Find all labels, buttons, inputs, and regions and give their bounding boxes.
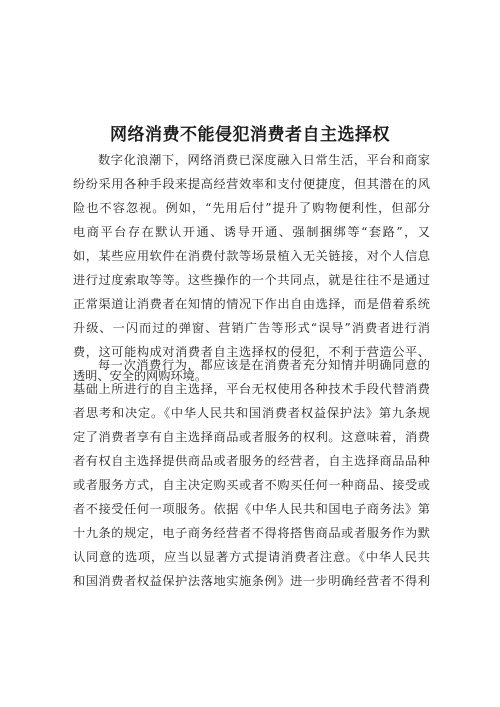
text-line: 如，某些应用软件在消费付款等场景植入无关链接，对个人信息 — [73, 249, 430, 263]
text-line: 正常渠道让消费者在知情的情况下作出自由选择，而是借着系统 — [73, 297, 430, 311]
text-line: 进行过度索取等等。这些操作的一个共同点，就是往往不是通过 — [73, 273, 430, 287]
text-line: 十九条的规定，电子商务经营者不得将搭售商品或者服务作为默 — [73, 526, 430, 540]
text-line: 费，这可能构成对消费者自主选择权的侵犯，不利于营造公平、 — [73, 345, 430, 359]
text-line: 或者服务方式，自主决定购买或者不购买任何一种商品、接受或 — [73, 478, 430, 492]
text-line: 升级、一闪而过的弹窗、营销广告等形式“误导”消费者进行消 — [73, 321, 430, 335]
text-line: 电商平台存在默认开通、诱导开通、强制捆绑等“套路”，又 — [73, 225, 430, 239]
text-line: 和国消费者权益保护法落地实施条例》进一步明确经营者不得利 — [73, 574, 430, 588]
text-line: 透明、安全的网购环境。 — [73, 369, 208, 383]
paragraph-2 — [73, 353, 430, 593]
text-line: 纷纷采用各种手段来提高经营效率和支付便捷度，但其潜在的风 — [73, 177, 430, 191]
article-title: 网络消费不能侵犯消费者自主选择权 — [110, 125, 390, 145]
text-line: 者不接受任何一项服务。依据《中华人民共和国电子商务法》第 — [73, 502, 430, 516]
text-line: 定了消费者享有自主选择商品或者服务的权利。这意味着，消费 — [73, 430, 430, 444]
paragraph-1 — [73, 148, 430, 388]
text-line: 基础上所进行的自主选择，平台无权使用各种技术手段代替消费 — [73, 382, 430, 396]
text-line: 者有权自主选择提供商品或者服务的经营者，自主选择商品品种 — [73, 454, 430, 468]
text-line: 认同意的选项，应当以显著方式提请消费者注意。《中华人民共 — [73, 550, 430, 564]
text-line: 数字化浪潮下，网络消费已深度融入日常生活，平台和商家 — [98, 153, 430, 167]
text-line: 险也不容忽视。例如，“先用后付”提升了购物便利性，但部分 — [73, 201, 430, 215]
text-line: 每一次消费行为，都应该是在消费者充分知情并明确同意的 — [98, 358, 430, 372]
text-line: 者思考和决定。《中华人民共和国消费者权益保护法》第九条规 — [73, 406, 430, 420]
